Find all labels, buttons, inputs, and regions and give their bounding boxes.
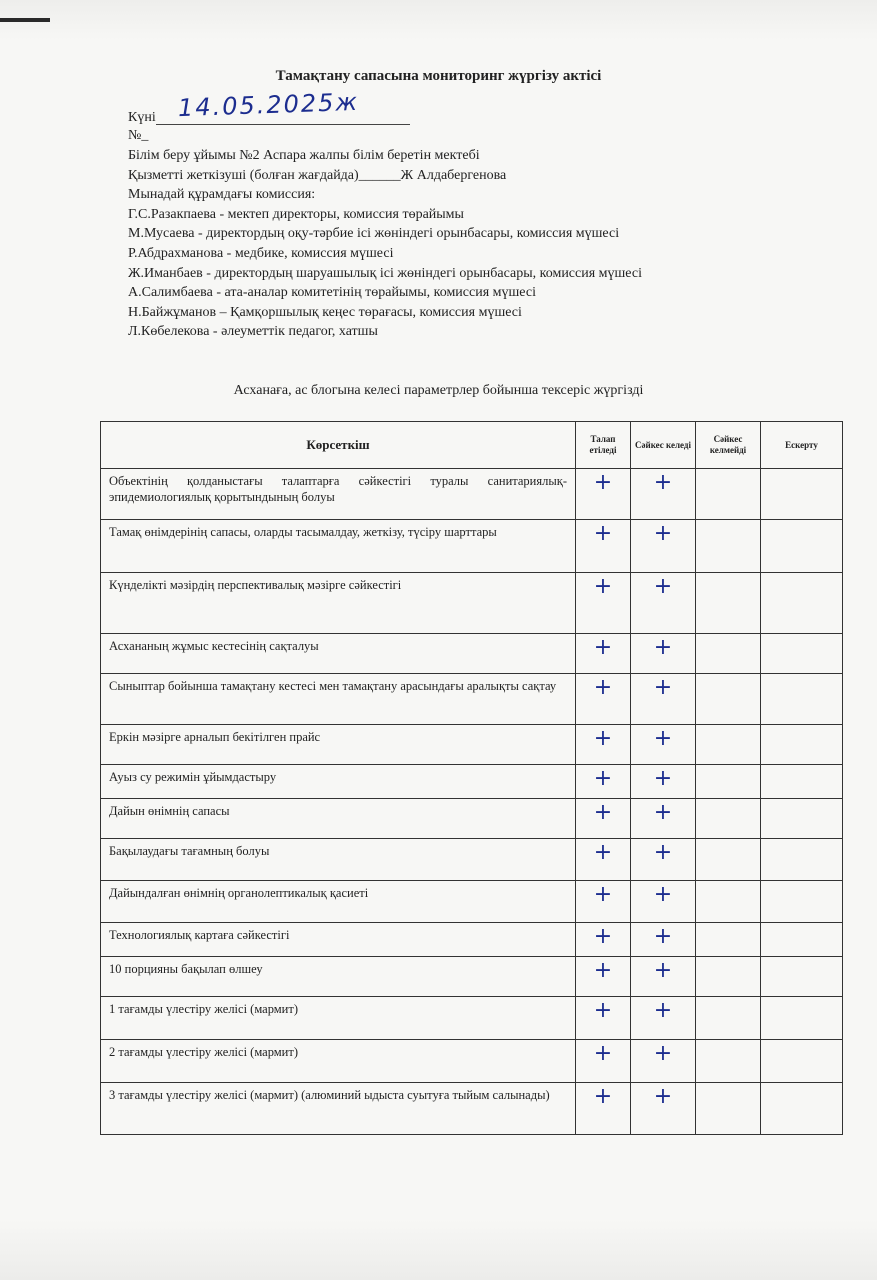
criterion-cell: 3 тағамды үлестіру желісі (мармит) (алюминий ыдыста суытуға тыйым салынады) [101, 1083, 576, 1135]
required-mark: + [576, 1083, 631, 1135]
required-mark: + [576, 725, 631, 765]
scan-mark [0, 18, 50, 22]
note-cell [761, 573, 843, 634]
criterion-cell: Асхананың жұмыс кестесінің сақталуы [101, 634, 576, 674]
not-complies-cell [696, 1040, 761, 1083]
required-mark: + [576, 573, 631, 634]
criterion-cell: Тамақ өнімдерінің сапасы, оларды тасымалдау, жеткізу, түсіру шарттары [101, 520, 576, 573]
header-required: Талап етіледі [576, 422, 631, 469]
document-title: Тамақтану сапасына мониторинг жүргізу актісі [275, 68, 602, 84]
date-underline [156, 124, 410, 125]
organization-line: Білім беру ұйымы №2 Аспара жалпы білім беретін мектебі [128, 148, 480, 163]
table-row [101, 634, 843, 674]
note-cell [761, 674, 843, 725]
inspection-subtitle: Асханаға, ас блогына келесі параметрлер бойынша тексеріс жүргізді [233, 383, 644, 398]
criterion-cell: Сыныптар бойынша тамақтану кестесі мен тамақтану арасындағы аралықты сақтау [101, 674, 576, 725]
required-mark: + [576, 469, 631, 520]
note-cell [761, 725, 843, 765]
note-cell [761, 923, 843, 957]
criterion-cell: 10 порцияны бақылап өлшеу [101, 957, 576, 997]
table-row [101, 520, 843, 573]
note-cell [761, 520, 843, 573]
complies-mark: + [631, 573, 696, 634]
required-mark: + [576, 1040, 631, 1083]
not-complies-cell [696, 881, 761, 923]
table-row [101, 1083, 843, 1135]
complies-mark: + [631, 923, 696, 957]
header-block [128, 87, 642, 342]
commission-member: Ж.Иманбаев - директордың шаруашылық ісі жөніндегі орынбасары, комиссия мүшесі [128, 265, 642, 281]
commission-member: А.Салимбаева - ата-аналар комитетінің төрайымы, комиссия мүшесі [128, 285, 536, 301]
criterion-cell: 1 тағамды үлестіру желісі (мармит) [101, 997, 576, 1040]
not-complies-cell [696, 674, 761, 725]
table-row [101, 469, 843, 520]
required-mark: + [576, 881, 631, 923]
not-complies-cell [696, 469, 761, 520]
complies-mark: + [631, 725, 696, 765]
note-cell [761, 997, 843, 1040]
note-cell [761, 1083, 843, 1135]
note-cell [761, 839, 843, 881]
criterion-cell: Технологиялық картаға сәйкестігі [101, 923, 576, 957]
criterion-cell: Күнделікті мәзірдің перспективалық мәзірге сәйкестігі [101, 573, 576, 634]
criterion-cell: Еркін мәзірге арналып бекітілген прайс [101, 725, 576, 765]
table-row [101, 765, 843, 799]
complies-mark: + [631, 881, 696, 923]
complies-mark: + [631, 1083, 696, 1135]
complies-mark: + [631, 997, 696, 1040]
complies-mark: + [631, 634, 696, 674]
not-complies-cell [696, 923, 761, 957]
required-mark: + [576, 799, 631, 839]
criterion-cell: Бақылаудағы тағамның болуы [101, 839, 576, 881]
note-cell [761, 765, 843, 799]
commission-member: Л.Көбелекова - әлеуметтік педагог, хатшы [128, 324, 378, 340]
note-cell [761, 634, 843, 674]
required-mark: + [576, 634, 631, 674]
criterion-cell: Дайын өнімнің сапасы [101, 799, 576, 839]
number-line: №_ [128, 128, 149, 143]
required-mark: + [576, 997, 631, 1040]
not-complies-cell [696, 839, 761, 881]
note-cell [761, 957, 843, 997]
table-row [101, 674, 843, 725]
header-not-complies: Сәйкес келмейді [696, 422, 761, 469]
not-complies-cell [696, 634, 761, 674]
criterion-cell: Дайындалған өнімнің органолептикалық қасиеті [101, 881, 576, 923]
required-mark: + [576, 674, 631, 725]
not-complies-cell [696, 799, 761, 839]
commission-member: Г.С.Разакпаева - мектеп директоры, комиссия төрайымы [128, 206, 464, 222]
header-complies: Сәйкес келеді [631, 422, 696, 469]
required-mark: + [576, 923, 631, 957]
header-indicator: Көрсеткіш [101, 422, 576, 469]
table-header-row [101, 422, 843, 469]
table-row [101, 725, 843, 765]
complies-mark: + [631, 765, 696, 799]
note-cell [761, 1040, 843, 1083]
complies-mark: + [631, 957, 696, 997]
not-complies-cell [696, 725, 761, 765]
complies-mark: + [631, 520, 696, 573]
complies-mark: + [631, 839, 696, 881]
table-row [101, 957, 843, 997]
not-complies-cell [696, 765, 761, 799]
date-label: Күні [128, 110, 156, 125]
table-row [101, 799, 843, 839]
handwritten-date: 14.05.2025ж [177, 87, 360, 123]
required-mark: + [576, 839, 631, 881]
note-cell [761, 881, 843, 923]
table-row [101, 573, 843, 634]
note-cell [761, 469, 843, 520]
table-row [101, 923, 843, 957]
not-complies-cell [696, 520, 761, 573]
criterion-cell: 2 тағамды үлестіру желісі (мармит) [101, 1040, 576, 1083]
not-complies-cell [696, 1083, 761, 1135]
table-row [101, 997, 843, 1040]
commission-intro: Мынадай құрамдағы комиссия: [128, 187, 316, 203]
required-mark: + [576, 957, 631, 997]
required-mark: + [576, 765, 631, 799]
header-note: Ескерту [761, 422, 843, 469]
table-row [101, 1040, 843, 1083]
commission-member: Р.Абдрахманова - медбике, комиссия мүшесі [128, 245, 394, 261]
note-cell [761, 799, 843, 839]
commission-member: М.Мусаева - директордың оқу-тәрбие ісі жөніндегі орынбасары, комиссия мүшесі [128, 226, 620, 242]
complies-mark: + [631, 799, 696, 839]
commission-member: Н.Байжұманов – Қамқоршылық кеңес төрағасы, комиссия мүшесі [128, 304, 522, 320]
criterion-cell: Объектінің қолданыстағы талаптарға сәйкестігі туралы санитариялық-эпидемиологиялық қорытындының болуы [101, 469, 576, 520]
date-line [128, 87, 642, 126]
table-row [101, 881, 843, 923]
table-body [101, 469, 843, 1135]
complies-mark: + [631, 1040, 696, 1083]
required-mark: + [576, 520, 631, 573]
not-complies-cell [696, 997, 761, 1040]
criterion-cell: Ауыз су режимін ұйымдастыру [101, 765, 576, 799]
not-complies-cell [696, 957, 761, 997]
complies-mark: + [631, 469, 696, 520]
not-complies-cell [696, 573, 761, 634]
provider-line: Қызметті жеткізуші (болған жағдайда)______Ж Алдабергенова [128, 167, 507, 183]
inspection-table [100, 421, 843, 1135]
table-row [101, 839, 843, 881]
complies-mark: + [631, 674, 696, 725]
